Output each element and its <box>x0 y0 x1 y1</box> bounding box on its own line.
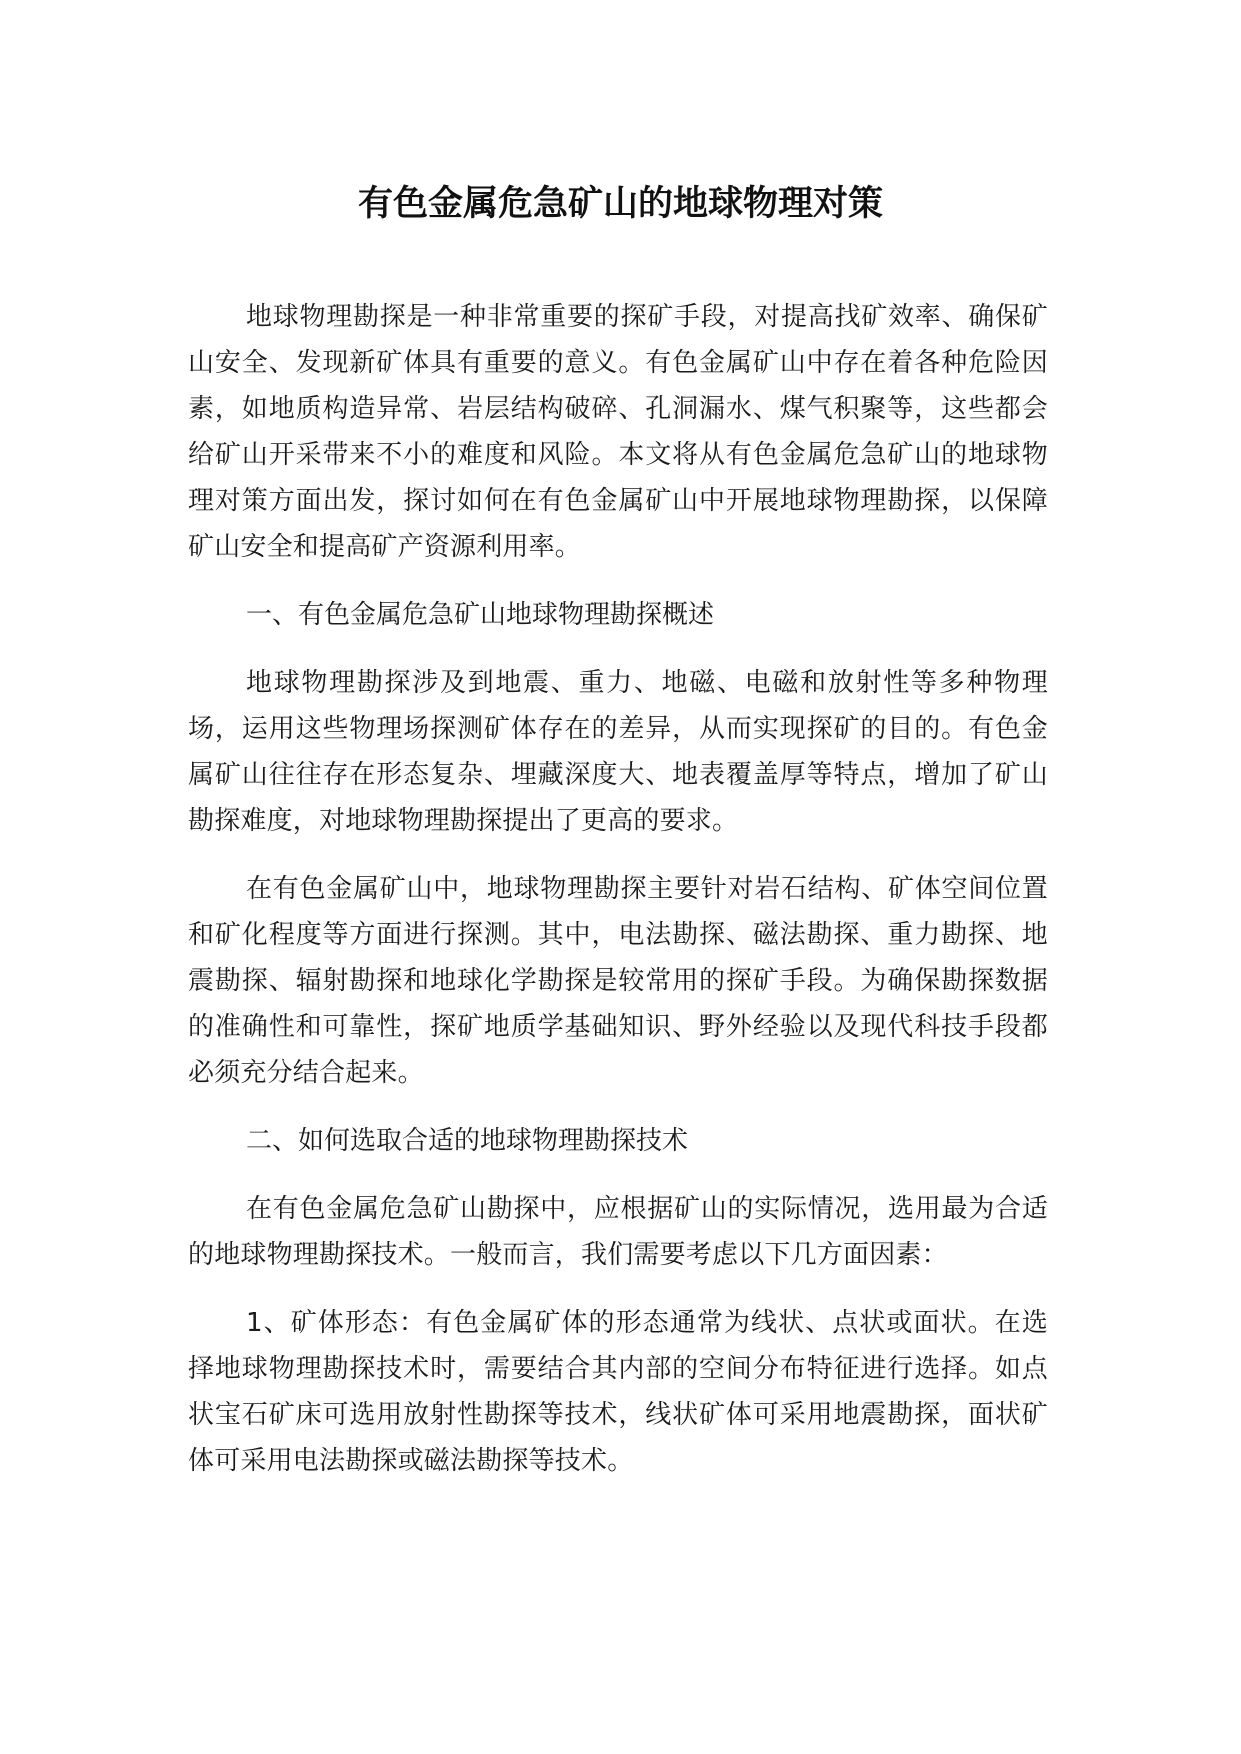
list-paragraph: 1、矿体形态：有色金属矿体的形态通常为线状、点状或面状。在选择地球物理勘探技术时，需要结合其内部的空间分布特征进行选择。如点状宝石矿床可选用放射性勘探等技术，线状矿体可采用地震勘探，面状矿体可采用电法勘探或磁法勘探等技术。 <box>188 1308 1048 1476</box>
paragraph: 在有色金属矿山中，地球物理勘探主要针对岩石结构、矿体空间位置和矿化程度等方面进行探测。其中，电法勘探、磁法勘探、重力勘探、地震勘探、辐射勘探和地球化学勘探是较常用的探矿手段。为确保勘探数据的准确性和可靠性，探矿地质学基础知识、野外经验以及现代科技手段都必须充分结合起来。 <box>188 874 1048 1088</box>
paragraph: 在有色金属危急矿山勘探中，应根据矿山的实际情况，选用最为合适的地球物理勘探技术。一般而言，我们需要考虑以下几方面因素： <box>188 1194 1048 1270</box>
intro-paragraph: 地球物理勘探是一种非常重要的探矿手段，对提高找矿效率、确保矿山安全、发现新矿体具有重要的意义。有色金属矿山中存在着各种危险因素，如地质构造异常、岩层结构破碎、孔洞漏水、煤气积聚等，这些都会给矿山开采带来不小的难度和风险。本文将从有色金属危急矿山的地球物理对策方面出发，探讨如何在有色金属矿山中开展地球物理勘探，以保障矿山安全和提高矿产资源利用率。 <box>188 302 1048 562</box>
section-heading-2: 二、如何选取合适的地球物理勘探技术 <box>246 1126 689 1156</box>
document-title: 有色金属危急矿山的地球物理对策 <box>357 184 883 224</box>
paragraph: 地球物理勘探涉及到地震、重力、地磁、电磁和放射性等多种物理场，运用这些物理场探测矿体存在的差异，从而实现探矿的目的。有色金属矿山往往存在形态复杂、埋藏深度大、地表覆盖厚等特点，增加了矿山勘探难度，对地球物理勘探提出了更高的要求。 <box>188 668 1048 836</box>
section-heading-1: 一、有色金属危急矿山地球物理勘探概述 <box>246 600 715 630</box>
document-body <box>188 294 1048 1506</box>
